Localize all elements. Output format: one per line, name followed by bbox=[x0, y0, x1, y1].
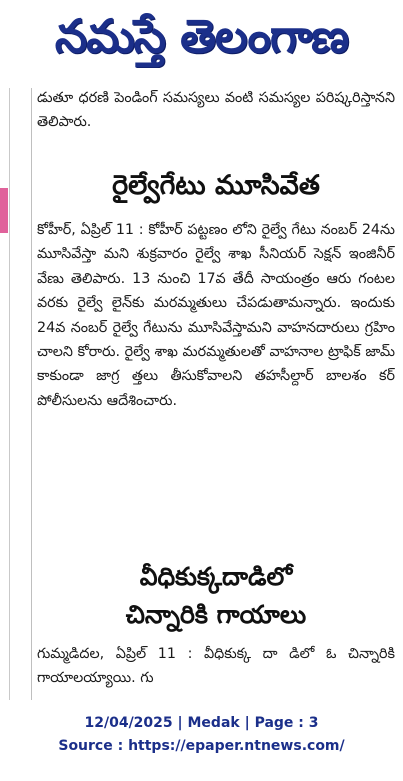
article-continuation: డుతూ ధరణి పెండింగ్ సమస్యలు వంటి సమస్యల పరిష్కరిస్తానని తెలిపారు. bbox=[37, 90, 395, 131]
column-divider-left bbox=[9, 88, 10, 700]
article-headline-dog-attack-line2: చిన్నారికి గాయాలు bbox=[125, 600, 307, 629]
column-divider bbox=[31, 88, 32, 700]
article-body-dog-attack: గుమ్మడిదల, ఏప్రిల్ 11 : వీధికుక్క దా డిలో ఓ చిన్నారికి గాయాలయ్యాయి. గు bbox=[37, 646, 395, 687]
article-headline-railway-gate: రైల్వేగేటు మూసివేత bbox=[112, 170, 320, 201]
masthead-title: నమస్తే తెలంగాణ bbox=[54, 9, 349, 63]
article-body-railway-gate: కోహీర్, ఏప్రిల్ 11 : కోహీర్ పట్టణం లోని రైల్వే గేటు నంబర్ 24ను మూసివేస్తా మని శుక్రవారం రైల్వే శాఖ సీనియర్ సెక్షన్ ఇంజినీర్ వేణు తెలిపారు. 13 నుంచి 17వ తేదీ సాయంత్రం ఆరు గంటల వరకు రైల్వే లైన్‌కు మరమ్మతులు చేపడుతామన్నారు. ఇందుకు 24వ నంబర్ రైల్వే గేటును మూసివేస్తామని వాహనదారులు గ్రహిం చాలని కోరారు. రైల్వే శాఖ మరమ్మతులతో వాహనాల ట్రాఫిక్ జామ్ కాకుండా జాగ్ర త్తలు తీసుకోవాలని తహసీల్దార్ బాలశం కర్ పోలీసులను ఆదేశించారు. bbox=[37, 222, 395, 409]
edition-meta: 12/04/2025 | Medak | Page : 3 bbox=[84, 715, 319, 731]
masthead bbox=[0, 0, 403, 80]
source-url: Source : https://epaper.ntnews.com/ bbox=[58, 738, 345, 754]
adjacent-column-strip bbox=[0, 88, 12, 700]
article-headline-dog-attack-line1: వీధికుక్కదాడిలో bbox=[139, 562, 293, 591]
adjacent-image-fragment bbox=[0, 188, 8, 233]
